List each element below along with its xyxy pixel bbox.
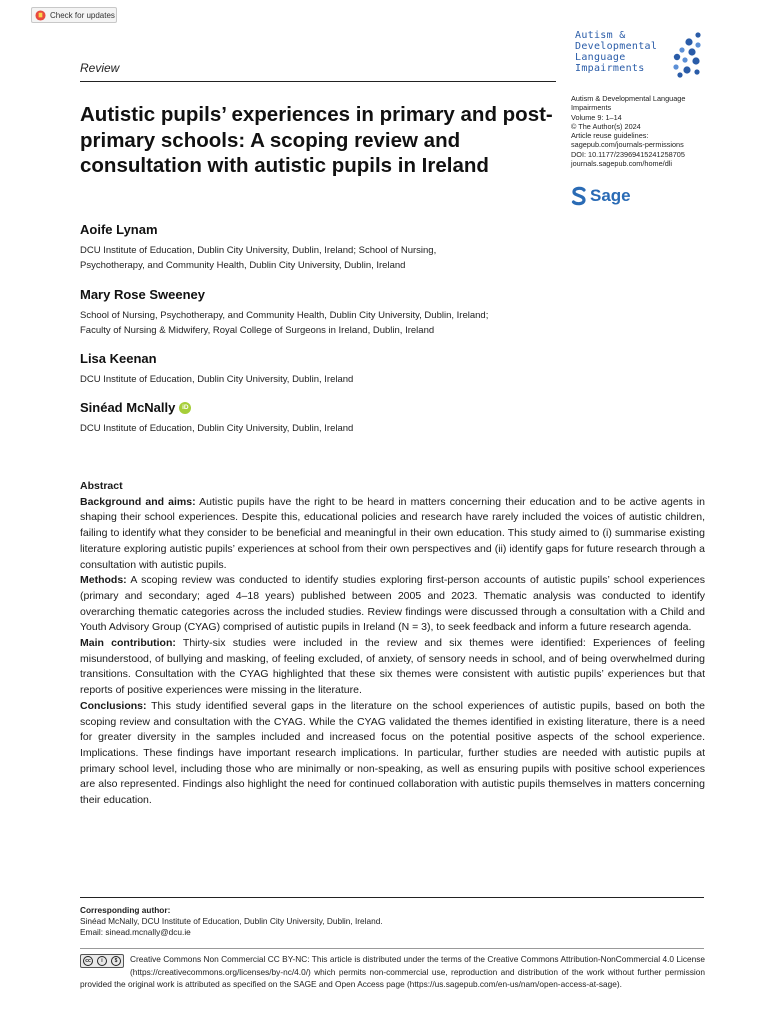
- journal-logo-text: [575, 30, 657, 74]
- article-type-label: Review: [80, 61, 120, 75]
- publisher-name: Sage: [590, 186, 631, 205]
- author-affiliation: [80, 372, 550, 387]
- journal-info-line[interactable]: sagepub.com/journals-permissions: [571, 140, 684, 150]
- nc-icon: $: [111, 956, 121, 966]
- abstract-section-text: Autistic pupils have the right to be heard in matters concerning their education and to be active agents in shaping their school experiences. Despite this, educational policies and research have rarely included the voices of autistic children, failing to identify what they consider to be beneficial and meaningful in their own education. This study aimed to (i) summarise existing literature exploring autistic pupils’ experiences at school from their own perspectives and (ii) identify gaps for future research through a consultation with autistic pupils.: [80, 495, 705, 571]
- journal-logo-dots-icon: [665, 30, 705, 80]
- journal-info-line: © The Author(s) 2024: [571, 121, 641, 131]
- header-divider: [80, 81, 556, 82]
- abstract-section-label: Conclusions:: [80, 699, 147, 712]
- license-divider: [80, 948, 704, 949]
- journal-info-line: Volume 9: 1–14: [571, 112, 622, 122]
- abstract-section-label: Background and aims:: [80, 495, 196, 508]
- affiliation-line: School of Nursing, Psychotherapy, and Community Health, Dublin City University, Dublin, Ireland;: [80, 310, 489, 321]
- author-block: [80, 222, 550, 273]
- journal-info-line: Article reuse guidelines:: [571, 131, 649, 141]
- affiliation-line: DCU Institute of Education, Dublin City University, Dublin, Ireland; School of Nursing,: [80, 245, 437, 256]
- author-affiliation: [80, 421, 550, 436]
- abstract-section-text: Thirty-six studies were included in the review and six themes were identified: Experiences of feeling misunderstood, of bullying and masking, of feeling excluded, of anxiety, of sensory needs in school, and of being overwhelmed during transitions. Consultation with the CYAG highlighted that these six themes were consistent with autistic pupils’ experiences but that reports of positive experiences were missing in the literature.: [80, 637, 705, 697]
- journal-info: [571, 94, 711, 168]
- author-name: Aoife Lynam: [80, 222, 158, 237]
- abstract-section: [80, 636, 705, 699]
- affiliation-line: Psychotherapy, and Community Health, Dublin City University, Dublin, Ireland: [80, 260, 406, 271]
- author-block: [80, 400, 550, 436]
- journal-logo-line: Language: [575, 52, 626, 63]
- journal-logo-line: Developmental: [575, 41, 658, 52]
- journal-info-line: Autism & Developmental Language: [571, 94, 686, 103]
- check-for-updates-button[interactable]: [31, 7, 117, 23]
- journal-info-line[interactable]: DOI: 10.1177/23969415241258705: [571, 149, 685, 159]
- corresponding-author-email[interactable]: Email: sinead.mcnally@dcu.ie: [80, 927, 191, 938]
- sage-s-icon: [571, 186, 587, 206]
- journal-info-line[interactable]: journals.sagepub.com/home/dli: [571, 159, 672, 169]
- corresponding-author-title: Corresponding author:: [80, 905, 171, 915]
- footer-divider: [80, 897, 704, 898]
- author-block: [80, 287, 550, 338]
- orcid-icon[interactable]: iD: [179, 402, 191, 414]
- abstract-section-text: A scoping review was conducted to identify studies exploring first-person accounts of autistic pupils’ school experiences (primary and secondary; aged 4–18 years) published between 2005 and 2023. Thematic analysis was conducted to identify overarching thematic categories across the included studies. Review findings were discussed through a consultation with a Child and Youth Advisory Group (CYAG) comprised of autistic pupils in Ireland (N = 3), to seek feedback and inform a future research agenda.: [80, 574, 705, 634]
- abstract-section-label: Methods:: [80, 574, 127, 587]
- check-for-updates-icon: [35, 10, 46, 21]
- affiliation-line: DCU Institute of Education, Dublin City University, Dublin, Ireland: [80, 374, 354, 385]
- check-for-updates-label: Check for updates: [50, 10, 115, 20]
- corresponding-author-address: Sinéad McNally, DCU Institute of Education, Dublin City University, Dublin, Ireland.: [80, 916, 383, 927]
- license-text: Creative Commons Non Commercial CC BY-NC: This article is distributed under the terms of the Creative Commons Attribution-NonCommercial 4.0 License (https://creativecommons.org/licenses/by-nc/4.0/) which permits non-commercial use, reproduction and distribution of the work without further permission provided the original work is attributed as specified on the SAGE and Open Access page (https://us.sagepub.com/en-us/nam/open-access-at-sage).: [80, 954, 705, 990]
- abstract-section: [80, 495, 705, 574]
- author-block: [80, 351, 550, 387]
- author-name-with-orcid: [80, 400, 550, 415]
- abstract: [80, 479, 705, 809]
- abstract-section: [80, 699, 705, 809]
- sage-logo: [571, 186, 631, 206]
- abstract-section: [80, 573, 705, 636]
- journal-logo-line: Autism &: [575, 30, 626, 41]
- abstract-heading: Abstract: [80, 480, 123, 492]
- license-notice: [80, 953, 705, 991]
- journal-logo: [575, 30, 710, 82]
- author-name: Sinéad McNally: [80, 400, 176, 415]
- author-affiliation: [80, 243, 550, 273]
- journal-logo-line: Impairments: [575, 63, 645, 74]
- author-affiliation: [80, 308, 550, 338]
- paper-title: Autistic pupils’ experiences in primary and post-primary schools: A scoping review and consultation with autistic pupils in Ireland: [80, 103, 553, 177]
- journal-info-line: Impairments: [571, 103, 612, 113]
- abstract-section-label: Main contribution:: [80, 637, 176, 650]
- author-name: Mary Rose Sweeney: [80, 287, 206, 302]
- by-icon: i: [97, 956, 107, 966]
- cc-icon: cc: [83, 956, 93, 966]
- affiliation-line: Faculty of Nursing & Midwifery, Royal College of Surgeons in Ireland, Dublin, Ireland: [80, 325, 435, 336]
- abstract-section-text: This study identified several gaps in the literature on the school experiences of autistic pupils, based on both the scoping review and consultation with the CYAG. While the CYAG validated the themes identified in existing literature, there is a need for greater diversity in the samples included and increased focus on the potential positive aspects of the school experience. Implications. These findings have important research implications. In particular, further studies are needed with autistic pupils at primary school level, including those who are minimally or non-speaking, as well as ensuring pupils with positive school experiences are also represented. Findings also highlight the need for continued collaboration with autistic pupils themselves in matters concerning their education.: [80, 699, 705, 807]
- corresponding-author: [80, 905, 680, 939]
- affiliation-line: DCU Institute of Education, Dublin City University, Dublin, Ireland: [80, 423, 354, 434]
- author-name: Lisa Keenan: [80, 351, 157, 366]
- cc-by-nc-icon[interactable]: [80, 954, 124, 968]
